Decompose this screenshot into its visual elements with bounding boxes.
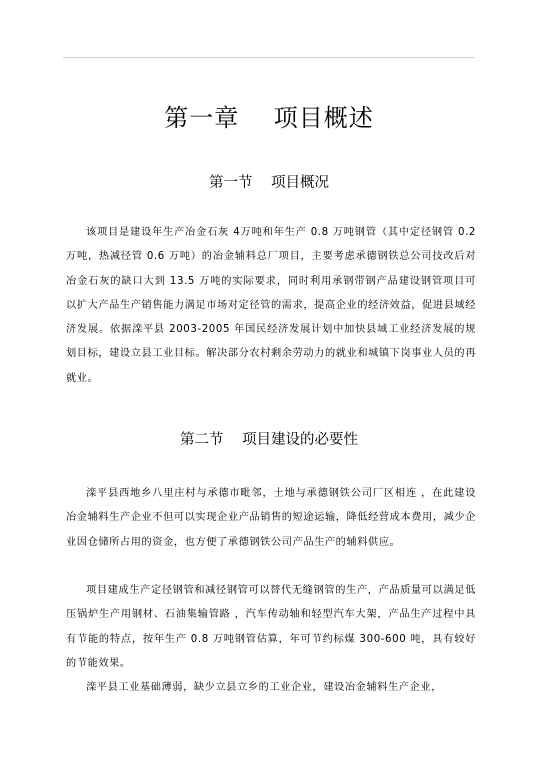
section-title-necessity: 第二节 项目建设的必要性: [180, 432, 358, 448]
paragraph-industry: 滦平县工业基础薄弱，缺少立县立乡的工业企业，建设冶金辅料生产企业，: [86, 682, 442, 693]
header-rule: [63, 57, 474, 58]
section-title-overview: 第一节 项目概况: [209, 175, 329, 191]
chapter-title: 第一章 项目概述: [164, 104, 374, 132]
paragraph-products: 项目建成生产定径钢管和减径钢管可以替代无缝钢管的生产，产品质量可以满足低压锅炉生产用钢材、石油集输管路 ，汽车传动轴和轻型汽车大架，产品生产过程中具有节能的特点，按年生产 0.8 万吨钢管估算，年可节约标煤 300-600 吨，具有较好的节能效果。: [66, 585, 476, 669]
paragraph-location: 滦平县西地乡八里庄村与承德市毗邻，土地与承德钢铁公司厂区相连 ，在此建设冶金辅料生产企业不但可以实现企业产品销售的短途运输，降低经营成本费用，减少企业因仓储所占用的资金，也方便了承德钢铁公司产品生产的辅料供应。: [66, 488, 476, 548]
paragraph-overview: 该项目是建设年生产冶金石灰 4万吨和年生产 0.8 万吨钢管（其中定径钢管 0.2 万吨，热减径管 0.6 万吨）的冶金辅料总厂项目，主要考虑承德钢铁总公司技改后对冶金石灰的缺口大到 13.5 万吨的实际要求，同时利用承钢带钢产品建设钢管项目可以扩大产品生产销售能力满足市场对定径管的需求，提高企业的经济效益，促进县域经济发展。依据滦平县 2003-2005 年国民经济发展计划中加快县域工业经济发展的规划目标，建设立县工业目标。解决部分农村剩余劳动力的就业和城镇下岗事业人员的再就业。: [66, 227, 476, 384]
